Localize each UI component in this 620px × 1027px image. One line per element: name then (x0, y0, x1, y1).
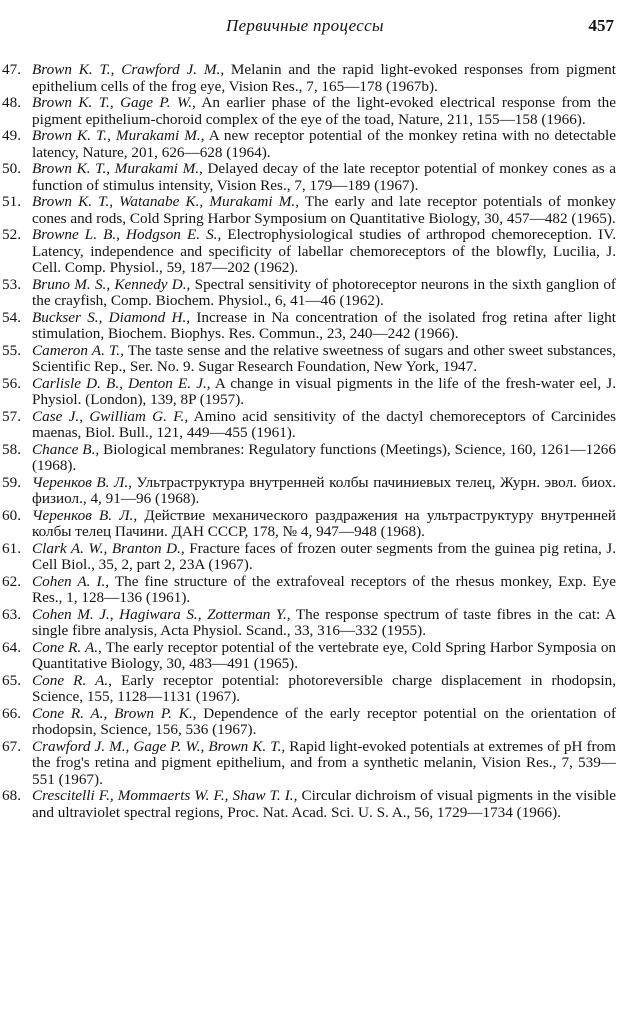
reference-entry (0, 409, 620, 442)
running-title: Первичные процессы (226, 16, 384, 35)
reference-number: 68. (2, 787, 21, 804)
reference-citation: Early receptor potential: photoreversible charge displacement in rhodopsin, Science, 155, 1128—1131 (1967). (32, 671, 616, 705)
reference-entry (0, 227, 620, 277)
reference-entry (0, 343, 620, 376)
reference-authors: Crawford J. M., Gage P. W., Brown K. T., (32, 737, 286, 755)
reference-number: 67. (2, 737, 21, 755)
reference-number: 62. (2, 572, 21, 590)
page-number: 457 (588, 16, 614, 35)
reference-authors: Crescitelli F., Mommaerts W. F., Shaw T. I., (32, 787, 298, 804)
reference-citation: The taste sense and the relative sweetness of sugars and other sweet substances, Scientific Rep., Ser. No. 9. Sugar Research Foundation, New York, 1947. (32, 341, 616, 375)
reference-citation: Increase in Na concentration of the isolated frog retina after light stimulation, Biochem. Biophys. Res. Commun., 23, 240—242 (1966). (32, 308, 616, 342)
reference-number: 55. (2, 341, 21, 359)
reference-authors: Черенков В. Л., (32, 473, 132, 491)
reference-entry (0, 277, 620, 310)
reference-citation: The response spectrum of taste fibres in the cat: A single fibre analysis, Acta Physiol. Scand., 33, 316—332 (1955). (32, 605, 616, 639)
reference-entry (0, 541, 620, 574)
reference-number: 50. (2, 160, 21, 177)
reference-number: 66. (2, 704, 21, 722)
reference-citation: The early and late receptor potentials of monkey cones and rods, Cold Spring Harbor Symposium on Quantitative Biology, 30, 457—482 (1965). (32, 193, 616, 227)
reference-entry (0, 739, 620, 789)
reference-number: 63. (2, 605, 21, 623)
reference-entry (0, 673, 620, 706)
reference-number: 57. (2, 407, 21, 425)
reference-citation: A change in visual pigments in the life of the fresh-water eel, J. Physiol. (London), 139, 8P (1957). (32, 374, 617, 408)
reference-citation: Electrophysiological studies of arthropod chemoreception. IV. Latency, independence and specificity of labellar chemoreceptors of the blowfly, Lucilia, J. Cell. Comp. Physiol., 59, 187—202 (1962). (32, 226, 616, 276)
reference-authors: Cohen A. I., (32, 572, 110, 590)
reference-number: 53. (2, 275, 21, 293)
reference-number: 64. (2, 638, 21, 656)
reference-citation: An earlier phase of the light-evoked electrical response from the pigment epithelium-choroid complex of the eye of the toad, Nature, 211, 155—158 (1966). (32, 94, 617, 128)
reference-entry (0, 574, 620, 607)
reference-number: 65. (2, 671, 21, 689)
reference-citation: Dependence of the early receptor potential on the orientation of rhodopsin, Science, 156, 536 (1967). (32, 704, 616, 738)
reference-authors: Carlisle D. B., Denton E. J., (32, 374, 211, 392)
reference-citation: Delayed decay of the late receptor potential of monkey cones as a function of stimulus intensity, Vision Res., 7, 179—189 (1967). (32, 160, 616, 194)
reference-authors: Case J., Gwilliam G. F., (32, 407, 189, 425)
reference-citation: Amino acid sensitivity of the dactyl chemoreceptors of Carcinides maenas, Biol. Bull., 121, 449—455 (1961). (32, 407, 616, 441)
reference-authors: Cameron A. T., (32, 341, 124, 359)
reference-number: 54. (2, 308, 21, 326)
reference-entry (0, 475, 620, 508)
reference-entry (0, 62, 620, 95)
reference-authors: Brown K. T., Murakami M., (32, 160, 203, 177)
reference-authors: Brown K. T., Crawford J. M., (32, 61, 225, 78)
reference-entry (0, 128, 620, 161)
reference-citation: The fine structure of the extrafoveal receptors of the rhesus monkey, Exp. Eye Res., 1, 128—136 (1961). (32, 572, 616, 606)
reference-authors: Chance B., (32, 440, 100, 458)
reference-citation: Fracture faces of frozen outer segments from the guinea pig retina, J. Cell Biol., 35, 2, part 2, 23A (1967). (32, 539, 617, 573)
reference-citation: Circular dichroism of visual pigments in the visible and ultraviolet spectral regions, Proc. Nat. Acad. Sci. U. S. A., 56, 1729—1734 (1966). (32, 787, 616, 821)
reference-citation: A new receptor potential of the monkey retina with no detectable latency, Nature, 201, 626—628 (1964). (32, 127, 617, 161)
reference-number: 49. (2, 127, 21, 144)
reference-entry (0, 442, 620, 475)
reference-citation: Rapid light-evoked potentials at extremes of pH from the frog's retina and pigment epithelium, and from a synthetic melanin, Vision Res., 7, 539—551 (1967). (32, 737, 616, 788)
reference-authors: Cone R. A., Brown P. K., (32, 704, 197, 722)
reference-authors: Browne L. B., Hodgson E. S., (32, 226, 222, 243)
reference-authors: Bruno M. S., Kennedy D., (32, 275, 191, 293)
reference-number: 51. (2, 193, 21, 210)
reference-citation: Spectral sensitivity of photoreceptor neurons in the sixth ganglion of the crayfish, Comp. Biochem. Physiol., 6, 41—46 (1962). (32, 275, 616, 309)
reference-number: 48. (2, 94, 21, 111)
reference-citation: Biological membranes: Regulatory functions (Meetings), Science, 160, 1261—1266 (1968). (32, 440, 616, 474)
reference-number: 56. (2, 374, 21, 392)
reference-number: 60. (2, 506, 21, 524)
reference-authors: Buckser S., Diamond H., (32, 308, 191, 326)
reference-citation: Действие механического раздражения на ультраструктуру внутренней колбы телец Пачини. ДАН СССР, 178, № 4, 947—948 (1968). (32, 506, 616, 540)
reference-number: 59. (2, 473, 21, 491)
reference-entry (0, 376, 620, 409)
reference-entry (0, 194, 620, 227)
reference-authors: Clark A. W., Branton D., (32, 539, 185, 557)
reference-authors: Brown K. T., Gage P. W., (32, 94, 196, 111)
reference-entry (0, 640, 620, 673)
page-header (0, 16, 620, 40)
reference-authors: Brown K. T., Murakami M., (32, 127, 205, 144)
reference-number: 61. (2, 539, 21, 557)
reference-entry (0, 161, 620, 194)
reference-authors: Черенков В. Л., (32, 506, 138, 524)
reference-authors: Cohen M. J., Hagiwara S., Zotterman Y., (32, 605, 291, 623)
reference-entry (0, 508, 620, 541)
reference-entry (0, 310, 620, 343)
reference-entry (0, 788, 620, 821)
reference-number: 47. (2, 61, 21, 78)
reference-entry (0, 95, 620, 128)
reference-citation: Melanin and the rapid light-evoked responses from pigment epithelium cells of the frog eye, Vision Res., 7, 165—178 (1967b). (32, 61, 616, 95)
reference-citation: The early receptor potential of the vertebrate eye, Cold Spring Harbor Symposia on Quantitative Biology, 30, 483—491 (1965). (32, 638, 617, 672)
reference-authors: Cone R. A., (32, 638, 102, 656)
reference-entry (0, 607, 620, 640)
reference-authors: Cone R. A., (32, 671, 112, 689)
reference-number: 58. (2, 440, 21, 458)
reference-entry (0, 706, 620, 739)
reference-citation: Ультраструктура внутренней колбы пачиниевых телец, Журн. эвол. биох. физиол., 4, 91—96 (1968). (32, 473, 616, 507)
reference-authors: Brown K. T., Watanabe K., Murakami M., (32, 193, 300, 210)
reference-number: 52. (2, 226, 21, 243)
reference-list (0, 62, 620, 821)
